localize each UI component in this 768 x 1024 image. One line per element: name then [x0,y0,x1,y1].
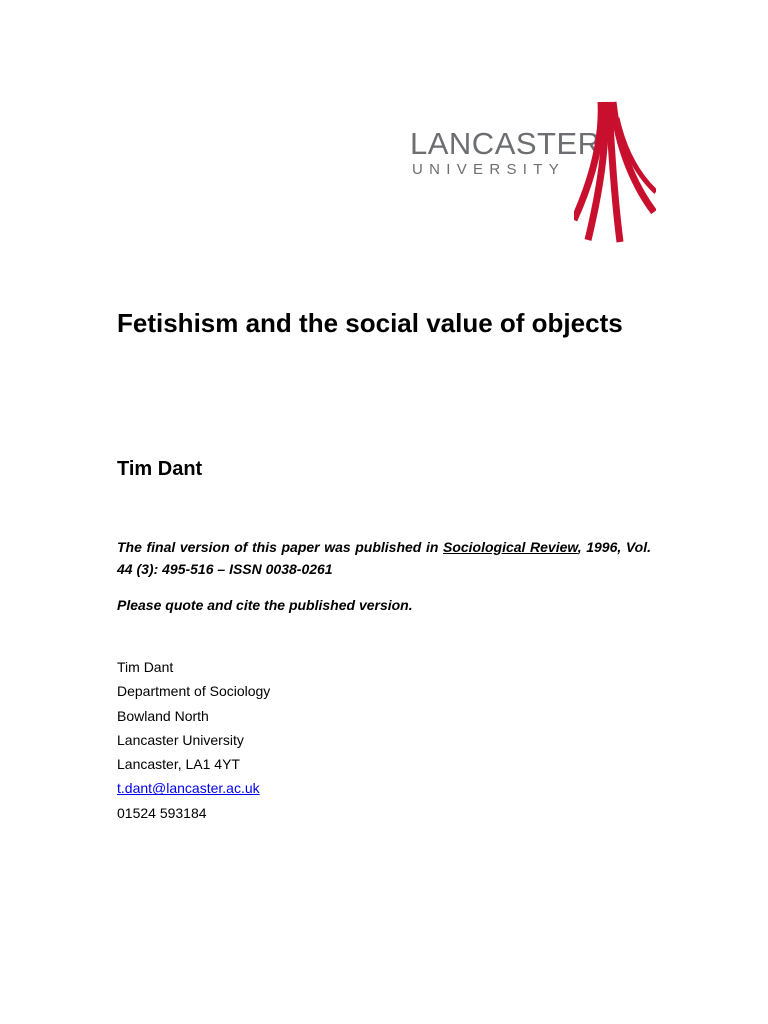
citation-note: Please quote and cite the published version. [117,597,413,613]
paper-title: Fetishism and the social value of objects [117,308,623,338]
publication-note [117,536,651,580]
publication-prefix: The final version of this paper was published in [117,539,439,555]
lancaster-crest-icon [574,100,656,245]
logo-name: LANCASTER [410,126,601,161]
journal-name: Sociological Review [442,539,578,555]
contact-university: Lancaster University [117,731,244,748]
contact-building: Bowland North [117,707,209,724]
logo-subtitle: UNIVERSITY [412,161,566,178]
university-logo [408,100,658,245]
contact-name: Tim Dant [117,659,174,675]
author-name: Tim Dant [117,458,203,480]
contact-department: Department of Sociology [117,683,271,700]
contact-phone: 01524 593184 [117,804,207,821]
contact-address [117,655,270,825]
contact-email-link[interactable]: t.dant@lancaster.ac.uk [117,780,260,797]
publication-suffix: , 1996, Vol. 44 (3): 495-516 – ISSN 0038-0261 [117,539,652,577]
contact-city: Lancaster, LA1 4YT [117,756,240,773]
